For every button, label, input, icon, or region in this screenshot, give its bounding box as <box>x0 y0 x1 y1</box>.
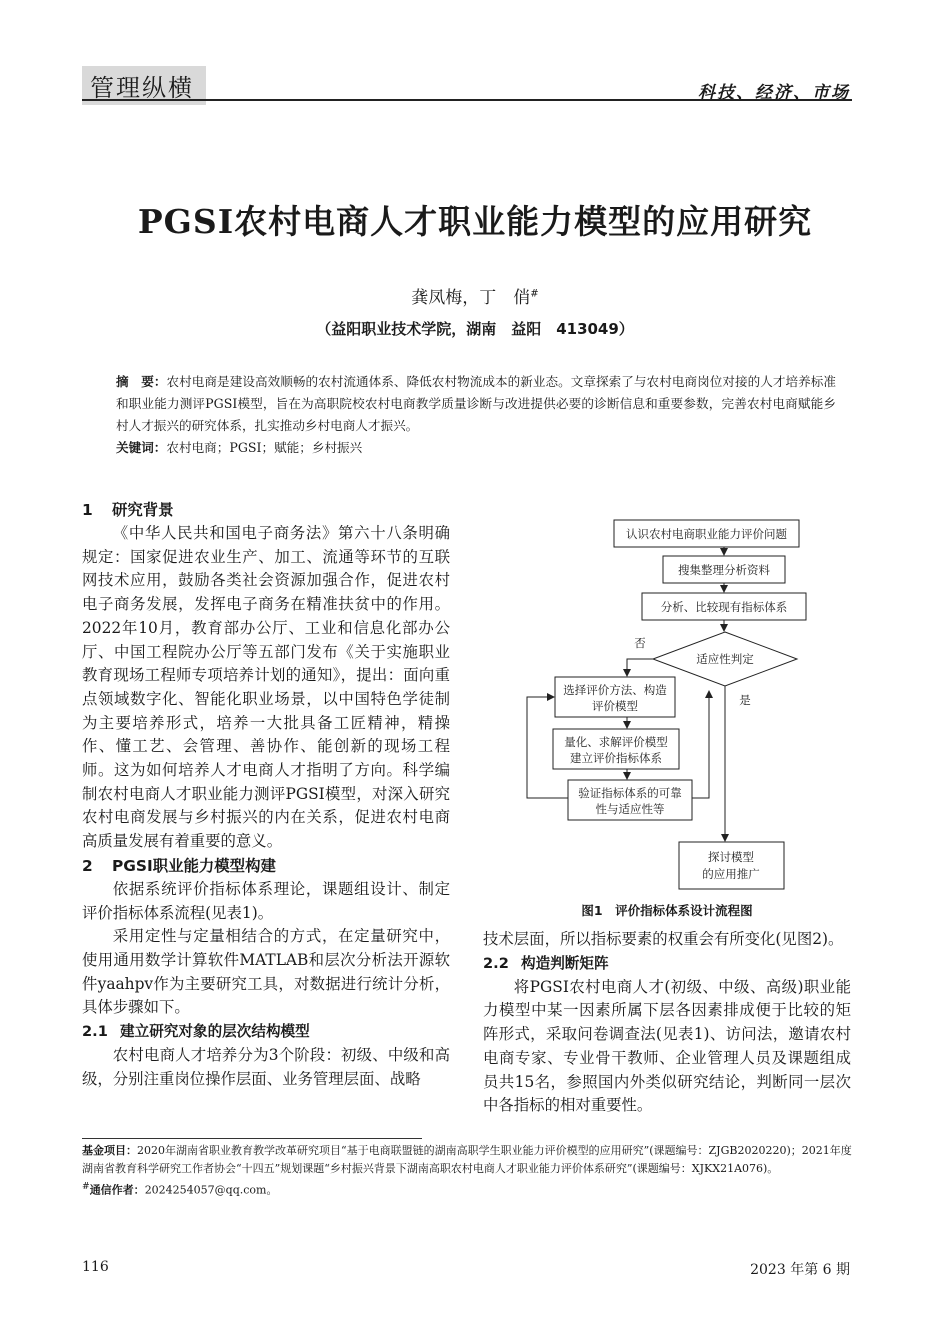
paragraph: 将PGSI农村电商人才(初级、中级、高级)职业能力模型中某一因素所属下层各因素排成便于比较的矩阵形式，采取问卷调查法(见表1)、访问法，邀请农村电商专家、专业骨干教师、企业管理人员及课题组成员共15名，参照国内外类似研究结论，判断同一层次中各指标的相对重要性。 <box>483 977 851 1115</box>
no-label: 否 <box>634 636 646 650</box>
author-names: 龚凤梅，丁 俏 <box>411 288 531 308</box>
abstract-label: 摘 要： <box>116 374 167 389</box>
abstract <box>116 371 836 437</box>
section-title: PGSI职业能力模型构建 <box>112 856 276 875</box>
yes-label: 是 <box>739 693 751 707</box>
corresponding-author <box>82 1178 852 1200</box>
section-2-2-heading <box>483 952 851 976</box>
keywords <box>116 437 836 459</box>
affiliation: （益阳职业技术学院，湖南 益阳 413049） <box>316 320 634 338</box>
paragraph: 采用定性与定量相结合的方式，在定量研究中，使用通用数学计算软件MATLAB和层次分析法开源软件yaahpv作为主要研究工具，对数据进行统计分析，具体步骤如下。 <box>82 927 450 1017</box>
figure-caption: 图1 评价指标体系设计流程图 <box>581 903 753 918</box>
paragraph: 《中华人民共和国电子商务法》第六十八条明确规定：国家促进农业生产、加工、流通等环节的互联网技术应用，鼓励各类社会资源加强合作，促进农村电子商务发展，发挥电子商务在精准扶贫中的作用。2022年10月，教育部办公厅、工业和信息化部办公厅、中国工程院办公厅等五部门发布《关于实施职业教育现场工程师专项培养计划的通知》，提出：面向重点领域数字化、智能化职业场景，以中国特色学徒制为主要培养形式，培养一大批具备工匠精神，精操作、懂工艺、会管理、善协作、能创新的现场工程师。这为如何培养人才电商人才指明了方向。科学编制农村电商人才职业能力测评PGSI模型，对深入研究农村电商发展与乡村振兴的内在关系，促进农村电商高质量发展有着重要的意义。 <box>82 524 450 851</box>
corr-label: 通信作者： <box>89 1183 145 1197</box>
section-2-1-heading <box>82 1020 450 1044</box>
section-1-heading <box>82 498 450 522</box>
section-title: 建立研究对象的层次结构模型 <box>120 1023 310 1041</box>
corr-mark: # <box>82 1181 90 1192</box>
journal-label: 科技、经济、市场 <box>698 83 850 103</box>
flow-box-4-line-1: 选择评价方法、构造 <box>563 683 667 697</box>
flow-box-5-line-2: 建立评价指标体系 <box>570 751 662 765</box>
section-number: 2 <box>82 856 93 875</box>
paper-title: PGSI农村电商人才职业能力模型的应用研究 <box>137 202 813 241</box>
flow-box-3-label: 分析、比较现有指标体系 <box>660 600 788 614</box>
section-title: 构造判断矩阵 <box>521 954 609 972</box>
flow-box-7-line-1: 探讨模型 <box>708 850 754 864</box>
section-number: 1 <box>82 501 93 519</box>
fund-text: 2020年湖南省职业教育教学改革研究项目“基于电商联盟链的湖南高职学生职业能力评价模型的应用研究”(课题编号：ZJGB2020220)；2021年度湖南省教育科学研究工作者协会“十四五”规划课题“乡村振兴背景下湖南高职农村电商人才职业能力评价体系研究”(课题编号：XJKX21A076)。 <box>82 1144 852 1175</box>
issue-label: 2023 年第 6 期 <box>750 1262 850 1278</box>
section-label: 管理纵横 <box>82 66 206 105</box>
flow-box-6-line-2: 性与适应性等 <box>595 802 665 816</box>
fund-note <box>82 1142 852 1178</box>
flow-box-5-line-1: 量化、求解评价模型 <box>564 735 668 749</box>
corr-email: 2024254057@qq.com。 <box>144 1183 278 1197</box>
section-title: 研究背景 <box>112 501 174 519</box>
paragraph-continued: 技术层面，所以指标要素的权重会有所变化(见图2)。 <box>483 930 844 948</box>
page-number: 116 <box>82 1259 109 1275</box>
header-rule <box>82 99 852 101</box>
section-number: 2.2 <box>483 954 509 972</box>
flowchart-figure <box>483 515 851 900</box>
abstract-text: 农村电商是建设高效顺畅的农村流通体系、降低农村物流成本的新业态。文章探索了与农村电商岗位对接的人才培养标准和职业能力测评PGSI模型，旨在为高职院校农村电商教学质量诊断与改进提供必要的诊断信息和重要参数，完善农村电商赋能乡村人才振兴的研究体系，扎实推动乡村电商人才振兴。 <box>116 374 837 433</box>
flow-box-7-line-2: 的应用推广 <box>702 867 760 881</box>
decision-label: 适应性判定 <box>696 652 754 666</box>
right-column <box>483 928 851 1118</box>
fund-label: 基金项目： <box>82 1144 137 1157</box>
authors <box>0 283 950 308</box>
flow-box-1-label: 认识农村电商职业能力评价问题 <box>626 527 787 541</box>
flow-box-2-label: 搜集整理分析资料 <box>678 563 770 577</box>
section-number: 2.1 <box>82 1023 108 1041</box>
footnote <box>82 1142 852 1200</box>
flow-box-6-line-1: 验证指标体系的可靠 <box>578 786 682 800</box>
flow-box-4-line-2: 评价模型 <box>592 699 638 713</box>
paragraph: 依据系统评价指标体系理论，课题组设计、制定评价指标体系流程(见表1)。 <box>82 879 450 922</box>
section-2-heading <box>82 854 450 878</box>
left-column <box>82 498 450 1091</box>
footnote-rule <box>82 1138 422 1139</box>
paragraph: 农村电商人才培养分为3个阶段：初级、中级和高级，分别注重岗位操作层面、业务管理层面、战略 <box>82 1046 450 1088</box>
author-mark: # <box>530 288 539 300</box>
keywords-text: 农村电商；PGSI；赋能；乡村振兴 <box>166 440 363 455</box>
keywords-label: 关键词： <box>116 440 167 455</box>
